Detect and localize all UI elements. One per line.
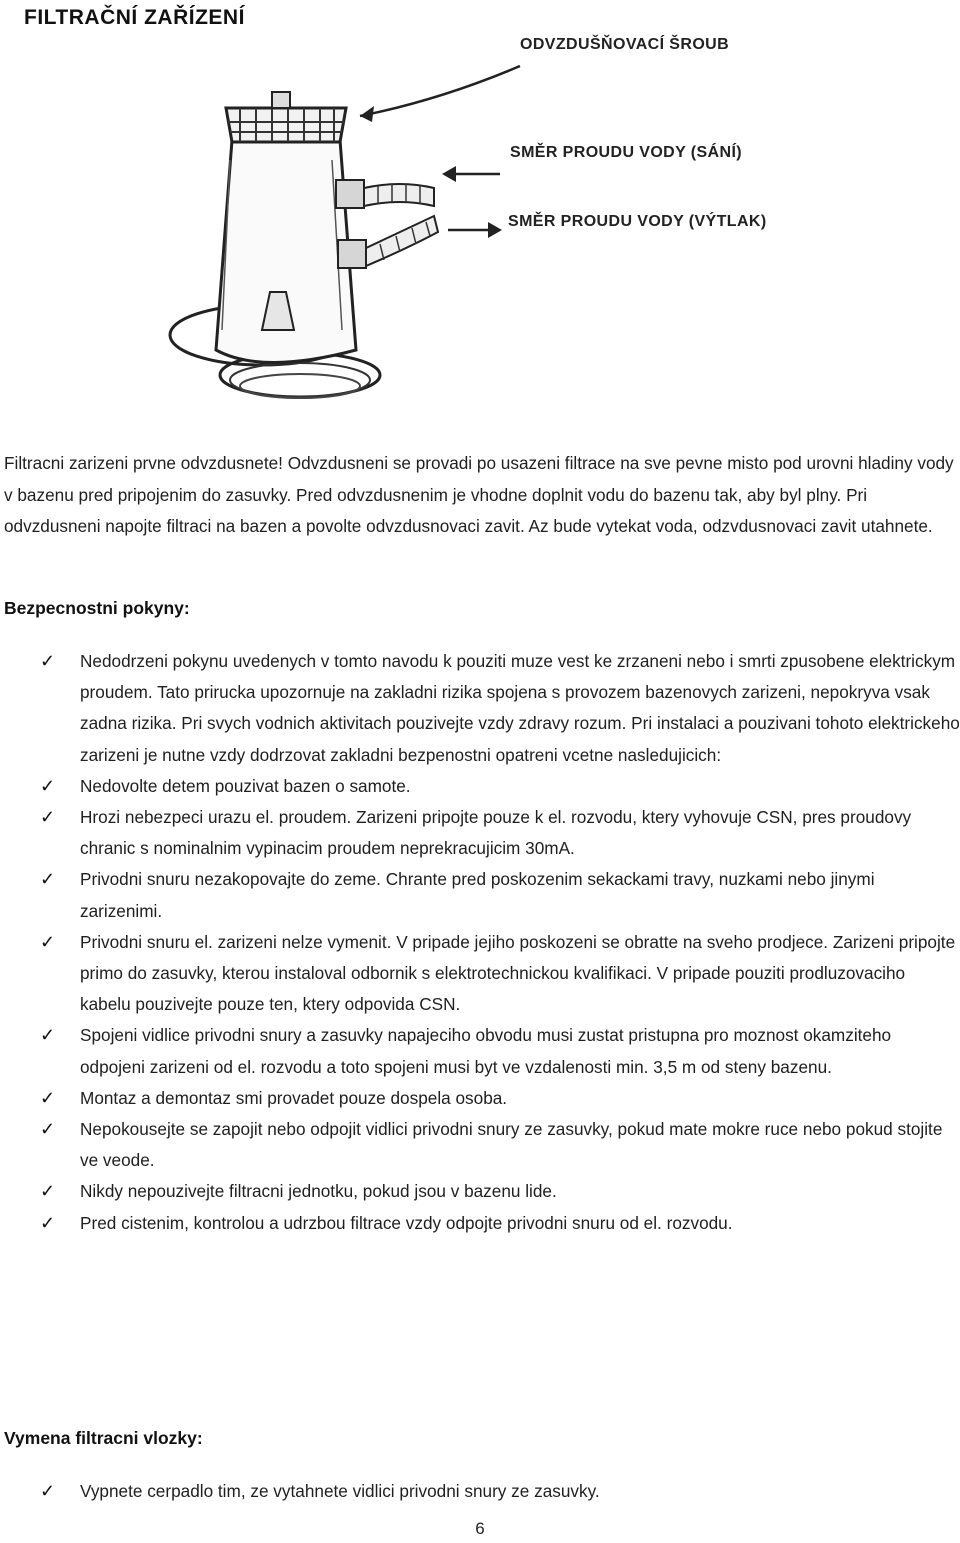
label-outlet-direction: SMĚR PROUDU VODY (VÝTLAK) xyxy=(508,213,767,230)
list-item xyxy=(0,802,960,864)
check-icon: ✓ xyxy=(40,1212,56,1233)
check-icon: ✓ xyxy=(40,775,56,796)
list-item-text: Vypnete cerpadlo tim, ze vytahnete vidlici privodni snury ze zasuvky. xyxy=(80,1481,600,1501)
check-icon: ✓ xyxy=(40,651,56,671)
list-item-text: Hrozi nebezpeci urazu el. proudem. Zarizeni pripojte pouze k el. rozvodu, ktery vyhovuje CSN, pres proudovy chranic s nominalnim vypinacim proudem neprekracujicim 30mA. xyxy=(80,807,912,859)
replacement-list xyxy=(0,1476,960,1507)
check-icon: ✓ xyxy=(40,1181,56,1202)
callout-arrow-intake xyxy=(442,166,500,182)
label-bleed-screw: ODVZDUŠŇOVACÍ ŠROUB xyxy=(520,36,730,53)
outlet-connector xyxy=(338,216,438,268)
list-item xyxy=(0,1476,960,1507)
list-item-text: Nikdy nepouzivejte filtracni jednotku, pokud jsou v bazenu lide. xyxy=(80,1181,557,1202)
check-icon: ✓ xyxy=(40,1025,56,1046)
callout-arrow-outlet xyxy=(448,222,502,238)
list-item xyxy=(0,646,960,771)
list-item xyxy=(0,1020,960,1082)
callout-arrow-bleed xyxy=(360,66,520,122)
page-title: FILTRAČNÍ ZAŘÍZENÍ xyxy=(24,6,245,29)
label-intake-direction: SMĚR PROUDU VODY (SÁNÍ) xyxy=(510,144,743,161)
list-item-text: Nedodrzeni pokynu uvedenych v tomto navodu k pouziti muze vest ke zrzaneni nebo i smrti zpusobene elektrickym proudem. Tato prirucka upozornuje na zakladni rizika spojena s provozem bazenovych zarizeni, nepokryva vsak zadna rizika. Pri svych vodnich aktivitach pouzivejte vzdy zdravy rozum. Pri instalaci a pouzivani tohoto elektrickeho zarizeni je nutne vzdy dodrzovat zakladni bezpenostni opatreni vcetne nasledujicich: xyxy=(80,651,960,765)
intro-paragraph: Filtracni zarizeni prvne odvzdusnete! Odvzdusneni se provadi po usazeni filtrace na sve pevne misto pod urovni hladiny vody v bazenu pred pripojenim do zasuvky. Pred odvzdusnenim je vhodne doplnit vodu do bazenu tak, aby byl plny. Pri odvzdusneni napojte filtraci na bazen a povolte odvzdusnovaci zavit. Az bude vytekat voda, odzvdusnovaci zavit utahnete. xyxy=(4,453,954,536)
check-icon: ✓ xyxy=(40,931,56,952)
list-item xyxy=(0,927,960,1021)
check-icon: ✓ xyxy=(40,869,56,890)
list-item-text: Montaz a demontaz smi provadet pouze dospela osoba. xyxy=(80,1087,508,1108)
list-item xyxy=(0,1176,960,1207)
safety-heading: Bezpecnostni pokyny: xyxy=(4,598,190,618)
page-number: 6 xyxy=(475,1519,485,1538)
list-item-text: Pred cistenim, kontrolou a udrzbou filtrace vzdy odpojte privodni snuru od el. rozvodu. xyxy=(80,1212,733,1233)
list-item-text: Spojeni vidlice privodni snury a zasuvky napajeciho obvodu musi zustat pristupna pro moznost okamziteho odpojeni zarizeni od el. rozvodu a toto spojeni musi byt ve vzdalenosti min. 3,5 m od steny bazenu. xyxy=(80,1025,892,1077)
check-icon: ✓ xyxy=(40,1119,56,1140)
list-item xyxy=(0,771,960,802)
list-item xyxy=(0,1114,960,1176)
filter-lid xyxy=(226,108,346,142)
list-item-text: Privodni snuru el. zarizeni nelze vymenit. V pripade jejiho poskozeni se obratte na sveho prodjece. Zarizeni pripojte primo do zasuvky, kterou instaloval odbornik s elektrotechnickou kvalifikaci. V pripade pouziti prodluzovaciho kabelu pouzivejte pouze ten, ktery odpovida CSN. xyxy=(80,931,956,1015)
filter-pump-drawing xyxy=(0,30,960,430)
check-icon: ✓ xyxy=(40,807,56,828)
list-item xyxy=(0,1083,960,1114)
list-item-text: Nedovolte detem pouzivat bazen o samote. xyxy=(80,775,411,796)
filter-pump-illustration xyxy=(0,30,960,430)
list-item xyxy=(0,1208,960,1239)
list-item-text: Nepokousejte se zapojit nebo odpojit vidlici privodni snury ze zasuvky, pokud mate mokre ruce nebo pokud stojite ve veode. xyxy=(80,1119,943,1171)
check-icon: ✓ xyxy=(40,1087,56,1108)
replacement-heading: Vymena filtracni vlozky: xyxy=(4,1428,203,1448)
list-item-text: Privodni snuru nezakopovajte do zeme. Chrante pred poskozenim sekackami travy, nuzkami nebo jinymi zarizenimi. xyxy=(80,869,875,921)
check-icon: ✓ xyxy=(40,1481,56,1501)
safety-list xyxy=(0,646,960,1239)
bleed-screw xyxy=(272,92,290,108)
cord-coil-inner2 xyxy=(240,374,360,398)
list-item xyxy=(0,864,960,926)
